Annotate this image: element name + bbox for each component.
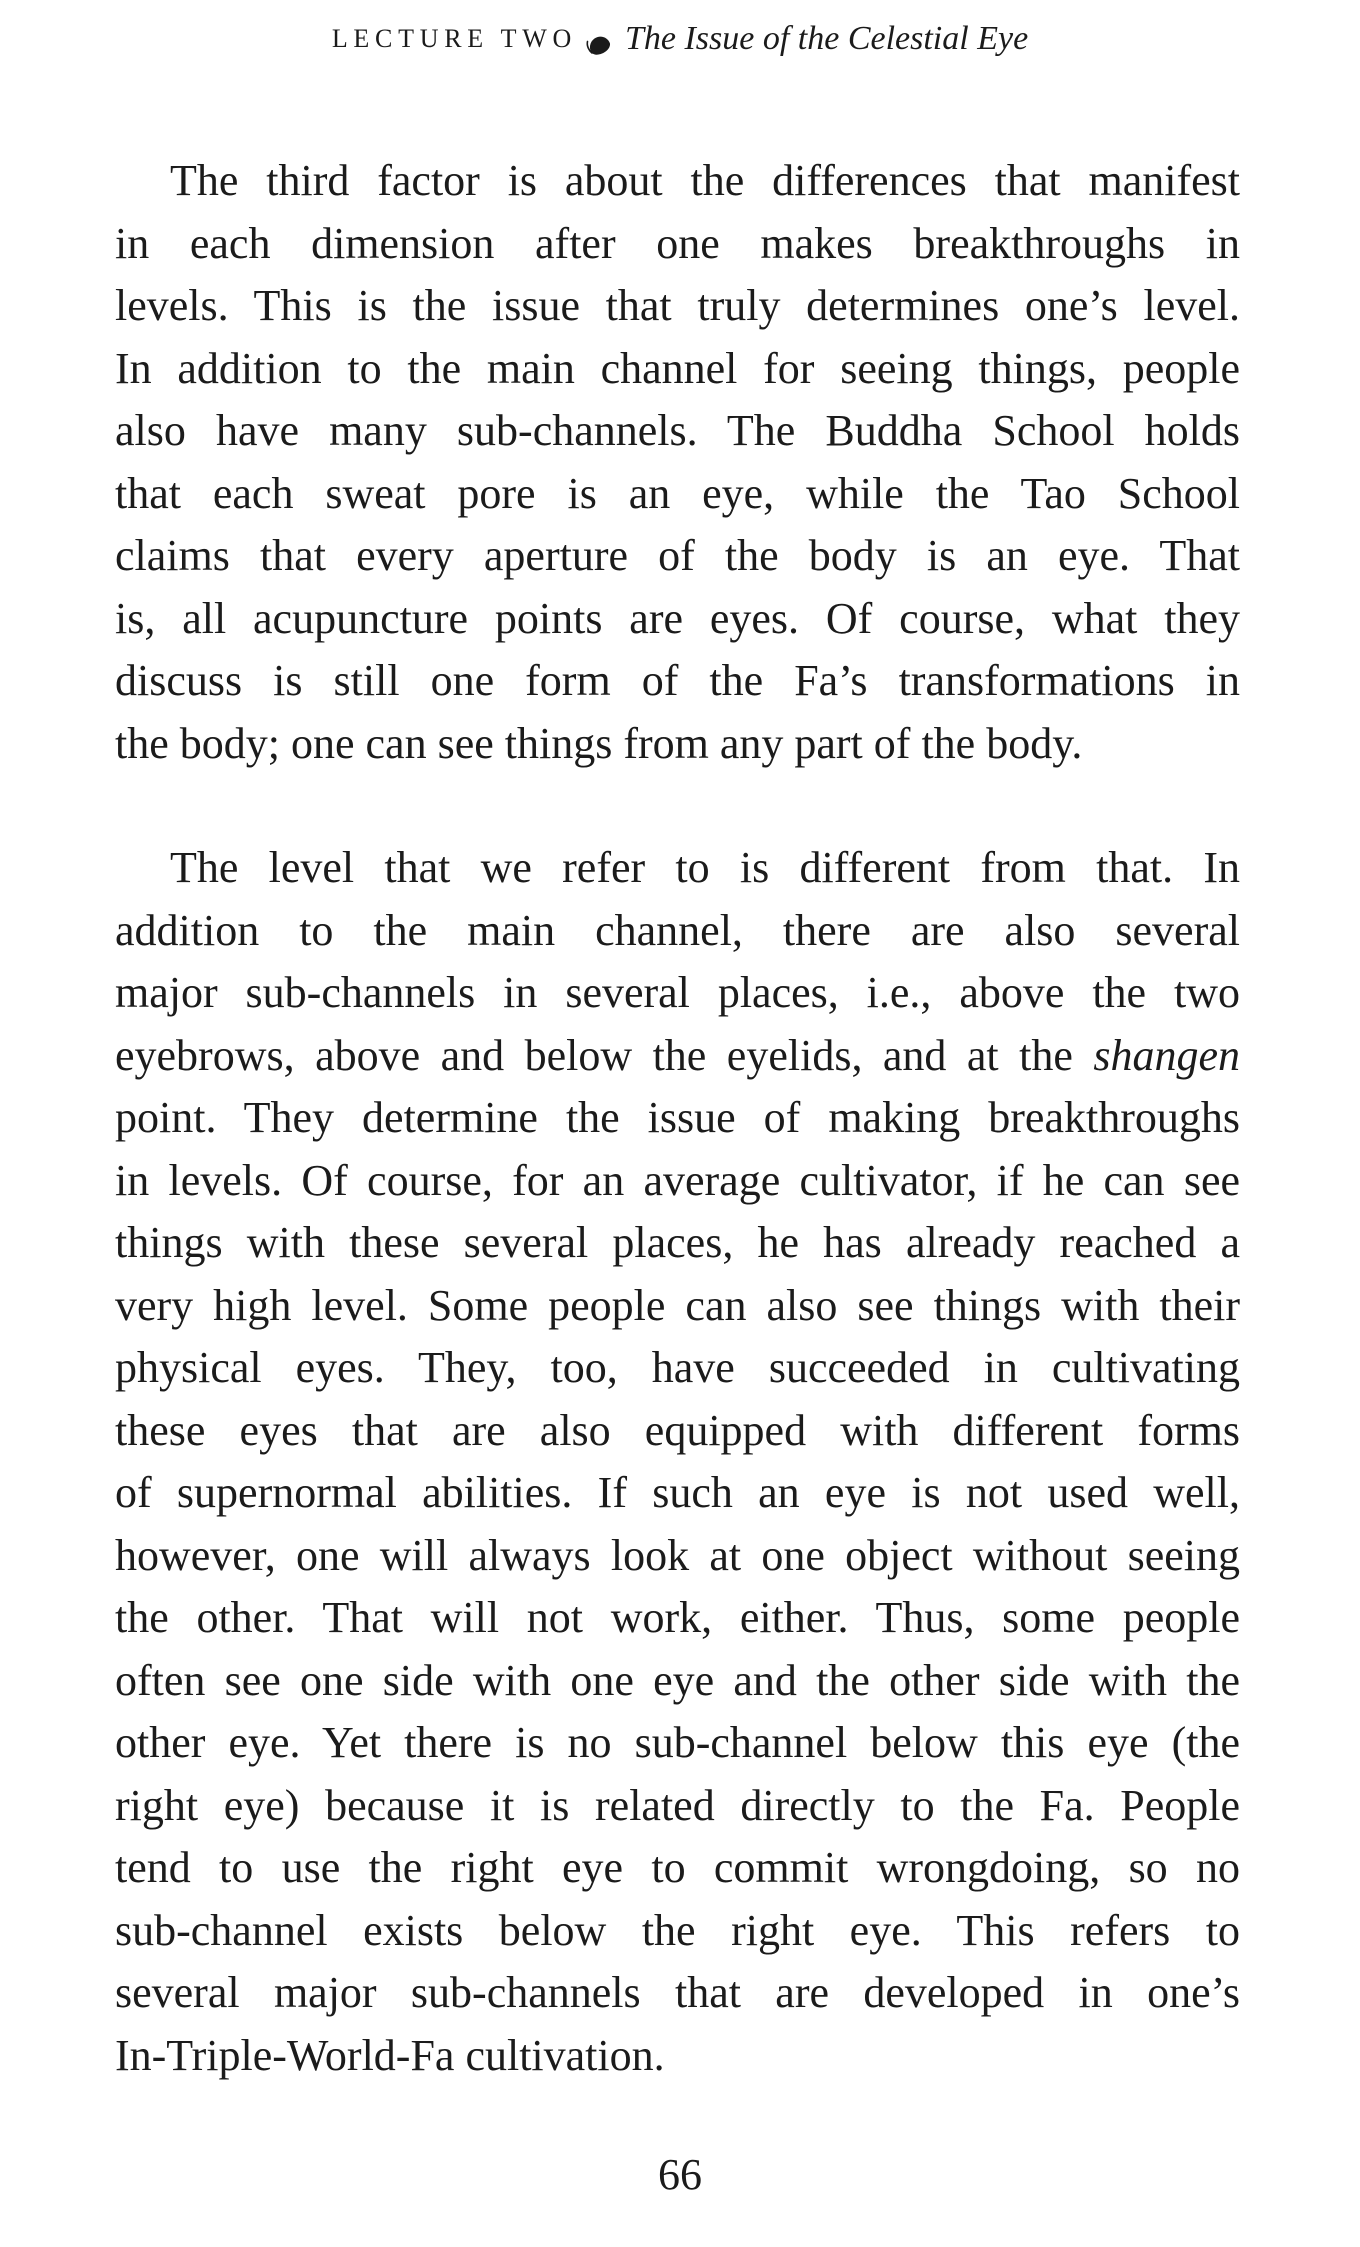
chapter-title: The Issue of the Celestial Eye <box>624 20 1029 57</box>
text-line: these eyes that are also equipped with different forms <box>115 1405 1240 1455</box>
text-line: eyebrows, above and below the eyelids, and at the shangen <box>115 1030 1240 1080</box>
text-line: right eye) because it is related directly to the Fa. People <box>115 1780 1240 1830</box>
text-line: in levels. Of course, for an average cultivator, if he can see <box>115 1155 1240 1205</box>
text-line: In addition to the main channel for seeing things, people <box>115 343 1240 393</box>
text-line: discuss is still one form of the Fa’s transformations in <box>115 656 1240 705</box>
text-line: the other. That will not work, either. Thus, some people <box>115 1593 1240 1642</box>
text-line: major sub-channels in several places, i.e., above the two <box>115 968 1240 1017</box>
text-line: the body; one can see things from any part of the body. <box>115 718 1083 768</box>
section-label: LECTURE TWO <box>331 24 577 53</box>
text-line: several major sub-channels that are developed in one’s <box>115 1968 1240 2017</box>
leaf-ornament-icon <box>585 33 611 57</box>
text-line: physical eyes. They, too, have succeeded in cultivating <box>115 1343 1240 1392</box>
text-block <box>115 150 1240 2087</box>
text-line: addition to the main channel, there are also several <box>115 905 1240 955</box>
text-line: point. They determine the issue of making breakthroughs <box>115 1093 1240 1142</box>
text-line: things with these several places, he has already reached a <box>115 1218 1240 1267</box>
text-line: of supernormal abilities. If such an eye is not used well, <box>115 1468 1240 1517</box>
text-line: however, one will always look at one object without seeing <box>115 1530 1240 1580</box>
text-line: in each dimension after one makes breakthroughs in <box>115 218 1240 268</box>
text-line: tend to use the right eye to commit wrongdoing, so no <box>115 1843 1240 1892</box>
text-line: often see one side with one eye and the other side with the <box>115 1655 1240 1705</box>
running-header <box>0 20 1360 58</box>
text-line: The third factor is about the differences that manifest <box>170 156 1240 205</box>
text-line: that each sweat pore is an eye, while the Tao School <box>115 468 1240 518</box>
page-number: 66 <box>658 2150 702 2199</box>
text-line: is, all acupuncture points are eyes. Of course, what they <box>115 593 1240 643</box>
text-line: also have many sub-channels. The Buddha School holds <box>115 406 1240 455</box>
italic-term: shangen <box>1093 1030 1240 1080</box>
text-line: The level that we refer to is different from that. In <box>170 843 1240 892</box>
paragraph <box>115 150 1240 775</box>
paragraph <box>115 837 1240 2087</box>
text-line: claims that every aperture of the body is an eye. That <box>115 531 1240 580</box>
text-line: other eye. Yet there is no sub-channel below this eye (the <box>115 1718 1240 1767</box>
text-line: levels. This is the issue that truly determines one’s level. <box>115 281 1240 330</box>
text-line: In-Triple-World-Fa cultivation. <box>115 2030 665 2080</box>
text-line: sub-channel exists below the right eye. This refers to <box>115 1905 1240 1955</box>
text-line: very high level. Some people can also see things with their <box>115 1280 1240 1330</box>
